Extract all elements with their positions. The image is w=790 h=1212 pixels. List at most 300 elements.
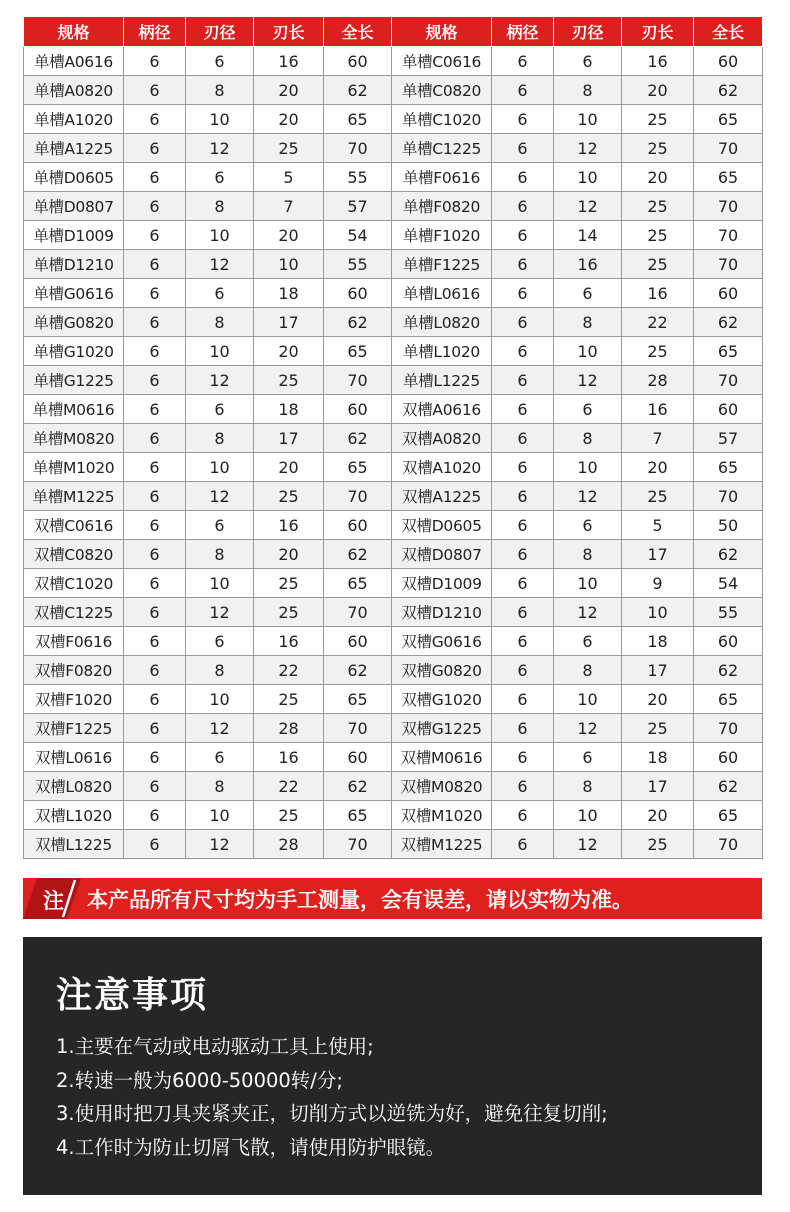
value-cell: 6 bbox=[124, 453, 186, 482]
value-cell: 7 bbox=[622, 424, 694, 453]
value-cell: 16 bbox=[622, 395, 694, 424]
value-cell: 57 bbox=[694, 424, 763, 453]
value-cell: 70 bbox=[694, 830, 763, 859]
value-cell: 6 bbox=[186, 743, 254, 772]
value-cell: 62 bbox=[694, 76, 763, 105]
value-cell: 12 bbox=[554, 714, 622, 743]
model-cell: 单槽M0616 bbox=[24, 395, 124, 424]
model-cell: 双槽A0820 bbox=[392, 424, 492, 453]
value-cell: 70 bbox=[694, 366, 763, 395]
value-cell: 6 bbox=[554, 47, 622, 76]
model-cell: 双槽G1020 bbox=[392, 685, 492, 714]
value-cell: 65 bbox=[324, 453, 392, 482]
table-row bbox=[24, 76, 763, 105]
value-cell: 6 bbox=[124, 830, 186, 859]
value-cell: 6 bbox=[492, 424, 554, 453]
value-cell: 60 bbox=[694, 627, 763, 656]
value-cell: 54 bbox=[694, 569, 763, 598]
value-cell: 6 bbox=[554, 395, 622, 424]
table-row bbox=[24, 163, 763, 192]
table-row bbox=[24, 134, 763, 163]
value-cell: 25 bbox=[622, 830, 694, 859]
value-cell: 10 bbox=[554, 337, 622, 366]
value-cell: 65 bbox=[694, 453, 763, 482]
value-cell: 10 bbox=[254, 250, 324, 279]
value-cell: 10 bbox=[186, 685, 254, 714]
value-cell: 60 bbox=[324, 627, 392, 656]
value-cell: 10 bbox=[186, 569, 254, 598]
column-header: 柄径 bbox=[492, 17, 554, 47]
value-cell: 8 bbox=[186, 192, 254, 221]
value-cell: 10 bbox=[554, 453, 622, 482]
value-cell: 25 bbox=[622, 105, 694, 134]
value-cell: 12 bbox=[186, 366, 254, 395]
value-cell: 25 bbox=[254, 482, 324, 511]
value-cell: 6 bbox=[124, 482, 186, 511]
value-cell: 8 bbox=[186, 424, 254, 453]
model-cell: 单槽D0605 bbox=[24, 163, 124, 192]
value-cell: 57 bbox=[324, 192, 392, 221]
value-cell: 6 bbox=[492, 772, 554, 801]
value-cell: 55 bbox=[324, 250, 392, 279]
value-cell: 25 bbox=[622, 714, 694, 743]
value-cell: 6 bbox=[124, 772, 186, 801]
value-cell: 8 bbox=[186, 540, 254, 569]
value-cell: 6 bbox=[492, 627, 554, 656]
table-row bbox=[24, 395, 763, 424]
notice-item: 2.转速一般为6000-50000转/分; bbox=[56, 1068, 343, 1092]
value-cell: 6 bbox=[492, 221, 554, 250]
notice-title: 注意事项 bbox=[56, 975, 209, 1016]
table-row bbox=[24, 627, 763, 656]
value-cell: 17 bbox=[254, 308, 324, 337]
value-cell: 6 bbox=[492, 714, 554, 743]
value-cell: 6 bbox=[124, 685, 186, 714]
value-cell: 18 bbox=[254, 279, 324, 308]
value-cell: 6 bbox=[492, 134, 554, 163]
value-cell: 12 bbox=[554, 192, 622, 221]
model-cell: 双槽C0616 bbox=[24, 511, 124, 540]
value-cell: 6 bbox=[124, 424, 186, 453]
notice-list bbox=[56, 1030, 608, 1164]
value-cell: 6 bbox=[124, 743, 186, 772]
value-cell: 6 bbox=[492, 482, 554, 511]
value-cell: 12 bbox=[186, 714, 254, 743]
column-header: 规格 bbox=[24, 17, 124, 47]
value-cell: 62 bbox=[694, 308, 763, 337]
value-cell: 28 bbox=[622, 366, 694, 395]
value-cell: 18 bbox=[622, 627, 694, 656]
table-row bbox=[24, 424, 763, 453]
value-cell: 6 bbox=[186, 511, 254, 540]
model-cell: 单槽L1225 bbox=[392, 366, 492, 395]
value-cell: 12 bbox=[186, 482, 254, 511]
table-row bbox=[24, 540, 763, 569]
model-cell: 单槽G1225 bbox=[24, 366, 124, 395]
value-cell: 65 bbox=[694, 105, 763, 134]
value-cell: 25 bbox=[254, 598, 324, 627]
value-cell: 8 bbox=[186, 772, 254, 801]
value-cell: 16 bbox=[254, 511, 324, 540]
value-cell: 6 bbox=[492, 395, 554, 424]
value-cell: 6 bbox=[124, 656, 186, 685]
model-cell: 单槽F1020 bbox=[392, 221, 492, 250]
model-cell: 双槽D1009 bbox=[392, 569, 492, 598]
value-cell: 20 bbox=[254, 221, 324, 250]
value-cell: 20 bbox=[254, 337, 324, 366]
value-cell: 10 bbox=[554, 801, 622, 830]
value-cell: 5 bbox=[254, 163, 324, 192]
value-cell: 28 bbox=[254, 830, 324, 859]
value-cell: 6 bbox=[124, 76, 186, 105]
model-cell: 双槽M0616 bbox=[392, 743, 492, 772]
value-cell: 6 bbox=[492, 47, 554, 76]
model-cell: 单槽C1020 bbox=[392, 105, 492, 134]
model-cell: 双槽G0820 bbox=[392, 656, 492, 685]
table-row bbox=[24, 308, 763, 337]
value-cell: 60 bbox=[694, 47, 763, 76]
value-cell: 25 bbox=[254, 685, 324, 714]
model-cell: 单槽G0820 bbox=[24, 308, 124, 337]
value-cell: 70 bbox=[324, 134, 392, 163]
value-cell: 6 bbox=[124, 192, 186, 221]
value-cell: 12 bbox=[554, 598, 622, 627]
value-cell: 6 bbox=[124, 250, 186, 279]
model-cell: 单槽G1020 bbox=[24, 337, 124, 366]
value-cell: 25 bbox=[622, 250, 694, 279]
table-row bbox=[24, 685, 763, 714]
value-cell: 6 bbox=[124, 134, 186, 163]
value-cell: 60 bbox=[694, 743, 763, 772]
value-cell: 10 bbox=[186, 337, 254, 366]
model-cell: 双槽D0605 bbox=[392, 511, 492, 540]
value-cell: 10 bbox=[554, 569, 622, 598]
value-cell: 70 bbox=[694, 714, 763, 743]
table-row bbox=[24, 47, 763, 76]
value-cell: 25 bbox=[622, 192, 694, 221]
table-row bbox=[24, 714, 763, 743]
column-header: 刃径 bbox=[554, 17, 622, 47]
value-cell: 20 bbox=[254, 105, 324, 134]
value-cell: 12 bbox=[554, 366, 622, 395]
value-cell: 65 bbox=[324, 685, 392, 714]
value-cell: 6 bbox=[124, 221, 186, 250]
model-cell: 单槽C0820 bbox=[392, 76, 492, 105]
value-cell: 10 bbox=[554, 685, 622, 714]
value-cell: 8 bbox=[554, 76, 622, 105]
value-cell: 65 bbox=[324, 569, 392, 598]
table-row bbox=[24, 830, 763, 859]
value-cell: 22 bbox=[254, 772, 324, 801]
value-cell: 6 bbox=[492, 453, 554, 482]
value-cell: 65 bbox=[324, 801, 392, 830]
model-cell: 双槽F1225 bbox=[24, 714, 124, 743]
value-cell: 12 bbox=[554, 134, 622, 163]
value-cell: 6 bbox=[492, 308, 554, 337]
value-cell: 62 bbox=[694, 656, 763, 685]
value-cell: 6 bbox=[554, 743, 622, 772]
value-cell: 65 bbox=[694, 801, 763, 830]
value-cell: 62 bbox=[324, 656, 392, 685]
value-cell: 62 bbox=[324, 76, 392, 105]
value-cell: 6 bbox=[492, 598, 554, 627]
model-cell: 单槽M1225 bbox=[24, 482, 124, 511]
model-cell: 单槽G0616 bbox=[24, 279, 124, 308]
value-cell: 7 bbox=[254, 192, 324, 221]
value-cell: 10 bbox=[622, 598, 694, 627]
value-cell: 8 bbox=[554, 656, 622, 685]
column-header: 刃径 bbox=[186, 17, 254, 47]
value-cell: 6 bbox=[492, 76, 554, 105]
value-cell: 60 bbox=[694, 279, 763, 308]
value-cell: 12 bbox=[554, 830, 622, 859]
value-cell: 6 bbox=[492, 192, 554, 221]
model-cell: 单槽D0807 bbox=[24, 192, 124, 221]
table-row bbox=[24, 221, 763, 250]
value-cell: 8 bbox=[186, 76, 254, 105]
disclaimer-text: 本产品所有尺寸均为手工测量，会有误差，请以实物为准。 bbox=[87, 887, 633, 912]
value-cell: 17 bbox=[254, 424, 324, 453]
value-cell: 70 bbox=[694, 250, 763, 279]
value-cell: 20 bbox=[254, 453, 324, 482]
note-badge-label: 注 bbox=[43, 889, 64, 913]
value-cell: 6 bbox=[492, 656, 554, 685]
value-cell: 12 bbox=[186, 830, 254, 859]
value-cell: 65 bbox=[694, 685, 763, 714]
value-cell: 60 bbox=[324, 47, 392, 76]
value-cell: 6 bbox=[492, 337, 554, 366]
table-row bbox=[24, 482, 763, 511]
column-header: 刃长 bbox=[254, 17, 324, 47]
spec-table bbox=[23, 16, 763, 859]
table-body bbox=[24, 47, 763, 859]
value-cell: 22 bbox=[622, 308, 694, 337]
value-cell: 25 bbox=[254, 801, 324, 830]
value-cell: 6 bbox=[554, 279, 622, 308]
value-cell: 25 bbox=[622, 134, 694, 163]
model-cell: 单槽M1020 bbox=[24, 453, 124, 482]
value-cell: 6 bbox=[492, 743, 554, 772]
value-cell: 70 bbox=[324, 482, 392, 511]
value-cell: 65 bbox=[324, 337, 392, 366]
value-cell: 60 bbox=[694, 395, 763, 424]
value-cell: 6 bbox=[124, 47, 186, 76]
value-cell: 6 bbox=[492, 105, 554, 134]
value-cell: 6 bbox=[124, 627, 186, 656]
value-cell: 6 bbox=[492, 366, 554, 395]
notice-item: 3.使用时把刀具夹紧夹正，切削方式以逆铣为好，避免往复切削; bbox=[56, 1102, 608, 1125]
model-cell: 双槽A1020 bbox=[392, 453, 492, 482]
model-cell: 单槽F0820 bbox=[392, 192, 492, 221]
column-header: 全长 bbox=[324, 17, 392, 47]
table-row bbox=[24, 772, 763, 801]
value-cell: 70 bbox=[324, 598, 392, 627]
value-cell: 16 bbox=[254, 743, 324, 772]
table-row bbox=[24, 366, 763, 395]
model-cell: 单槽D1210 bbox=[24, 250, 124, 279]
notice-panel bbox=[23, 937, 762, 1195]
value-cell: 65 bbox=[694, 337, 763, 366]
value-cell: 20 bbox=[622, 685, 694, 714]
value-cell: 62 bbox=[694, 540, 763, 569]
model-cell: 双槽M0820 bbox=[392, 772, 492, 801]
value-cell: 12 bbox=[186, 134, 254, 163]
value-cell: 9 bbox=[622, 569, 694, 598]
value-cell: 8 bbox=[186, 308, 254, 337]
model-cell: 双槽M1020 bbox=[392, 801, 492, 830]
value-cell: 6 bbox=[124, 163, 186, 192]
model-cell: 双槽A0616 bbox=[392, 395, 492, 424]
column-header: 规格 bbox=[392, 17, 492, 47]
model-cell: 双槽C1225 bbox=[24, 598, 124, 627]
value-cell: 17 bbox=[622, 540, 694, 569]
value-cell: 20 bbox=[622, 801, 694, 830]
value-cell: 70 bbox=[694, 192, 763, 221]
model-cell: 单槽L0820 bbox=[392, 308, 492, 337]
table-header-row bbox=[24, 17, 763, 47]
value-cell: 70 bbox=[324, 714, 392, 743]
model-cell: 单槽A0616 bbox=[24, 47, 124, 76]
model-cell: 双槽C1020 bbox=[24, 569, 124, 598]
value-cell: 25 bbox=[622, 221, 694, 250]
value-cell: 6 bbox=[186, 163, 254, 192]
value-cell: 8 bbox=[554, 424, 622, 453]
table-row bbox=[24, 105, 763, 134]
value-cell: 25 bbox=[254, 134, 324, 163]
value-cell: 6 bbox=[124, 540, 186, 569]
notice-item: 1.主要在气动或电动驱动工具上使用; bbox=[56, 1035, 374, 1058]
table-row bbox=[24, 279, 763, 308]
column-header: 刃长 bbox=[622, 17, 694, 47]
value-cell: 62 bbox=[324, 540, 392, 569]
value-cell: 10 bbox=[554, 163, 622, 192]
value-cell: 54 bbox=[324, 221, 392, 250]
value-cell: 6 bbox=[492, 250, 554, 279]
note-badge bbox=[23, 878, 81, 919]
value-cell: 20 bbox=[622, 76, 694, 105]
value-cell: 28 bbox=[254, 714, 324, 743]
value-cell: 6 bbox=[124, 714, 186, 743]
value-cell: 65 bbox=[694, 163, 763, 192]
value-cell: 62 bbox=[324, 772, 392, 801]
value-cell: 25 bbox=[622, 482, 694, 511]
value-cell: 70 bbox=[694, 134, 763, 163]
table-row bbox=[24, 511, 763, 540]
value-cell: 16 bbox=[254, 627, 324, 656]
table-row bbox=[24, 656, 763, 685]
value-cell: 6 bbox=[124, 279, 186, 308]
model-cell: 单槽L0616 bbox=[392, 279, 492, 308]
table-row bbox=[24, 801, 763, 830]
value-cell: 6 bbox=[492, 163, 554, 192]
value-cell: 6 bbox=[186, 395, 254, 424]
value-cell: 6 bbox=[124, 366, 186, 395]
value-cell: 70 bbox=[694, 221, 763, 250]
table-row bbox=[24, 569, 763, 598]
table-row bbox=[24, 250, 763, 279]
model-cell: 双槽L0616 bbox=[24, 743, 124, 772]
value-cell: 6 bbox=[492, 540, 554, 569]
model-cell: 双槽C0820 bbox=[24, 540, 124, 569]
value-cell: 12 bbox=[554, 482, 622, 511]
value-cell: 10 bbox=[186, 105, 254, 134]
value-cell: 6 bbox=[124, 337, 186, 366]
value-cell: 18 bbox=[254, 395, 324, 424]
value-cell: 6 bbox=[124, 308, 186, 337]
value-cell: 18 bbox=[622, 743, 694, 772]
model-cell: 双槽F1020 bbox=[24, 685, 124, 714]
value-cell: 20 bbox=[254, 76, 324, 105]
value-cell: 6 bbox=[124, 801, 186, 830]
value-cell: 20 bbox=[254, 540, 324, 569]
model-cell: 单槽A1225 bbox=[24, 134, 124, 163]
value-cell: 8 bbox=[554, 540, 622, 569]
model-cell: 双槽A1225 bbox=[392, 482, 492, 511]
value-cell: 10 bbox=[186, 801, 254, 830]
model-cell: 双槽M1225 bbox=[392, 830, 492, 859]
value-cell: 17 bbox=[622, 656, 694, 685]
model-cell: 双槽G0616 bbox=[392, 627, 492, 656]
value-cell: 6 bbox=[492, 569, 554, 598]
model-cell: 单槽A1020 bbox=[24, 105, 124, 134]
model-cell: 单槽D1009 bbox=[24, 221, 124, 250]
model-cell: 双槽F0616 bbox=[24, 627, 124, 656]
value-cell: 60 bbox=[324, 279, 392, 308]
model-cell: 双槽L1020 bbox=[24, 801, 124, 830]
value-cell: 8 bbox=[554, 772, 622, 801]
value-cell: 55 bbox=[694, 598, 763, 627]
model-cell: 双槽L0820 bbox=[24, 772, 124, 801]
value-cell: 25 bbox=[622, 337, 694, 366]
value-cell: 70 bbox=[324, 830, 392, 859]
value-cell: 25 bbox=[254, 569, 324, 598]
value-cell: 17 bbox=[622, 772, 694, 801]
value-cell: 6 bbox=[124, 598, 186, 627]
value-cell: 6 bbox=[124, 105, 186, 134]
value-cell: 70 bbox=[694, 482, 763, 511]
value-cell: 6 bbox=[492, 830, 554, 859]
model-cell: 单槽M0820 bbox=[24, 424, 124, 453]
value-cell: 8 bbox=[186, 656, 254, 685]
model-cell: 双槽D1210 bbox=[392, 598, 492, 627]
value-cell: 6 bbox=[186, 627, 254, 656]
value-cell: 50 bbox=[694, 511, 763, 540]
value-cell: 6 bbox=[124, 395, 186, 424]
value-cell: 5 bbox=[622, 511, 694, 540]
value-cell: 16 bbox=[254, 47, 324, 76]
column-header: 全长 bbox=[694, 17, 763, 47]
model-cell: 单槽C1225 bbox=[392, 134, 492, 163]
model-cell: 单槽F1225 bbox=[392, 250, 492, 279]
value-cell: 6 bbox=[554, 627, 622, 656]
value-cell: 6 bbox=[492, 511, 554, 540]
disclaimer-bar bbox=[23, 878, 762, 919]
value-cell: 55 bbox=[324, 163, 392, 192]
value-cell: 60 bbox=[324, 395, 392, 424]
table-row bbox=[24, 598, 763, 627]
notice-item: 4.工作时为防止切屑飞散，请使用防护眼镜。 bbox=[56, 1135, 446, 1159]
model-cell: 双槽L1225 bbox=[24, 830, 124, 859]
table-row bbox=[24, 743, 763, 772]
table-row bbox=[24, 453, 763, 482]
value-cell: 10 bbox=[554, 105, 622, 134]
value-cell: 16 bbox=[622, 47, 694, 76]
value-cell: 62 bbox=[324, 308, 392, 337]
value-cell: 22 bbox=[254, 656, 324, 685]
model-cell: 单槽A0820 bbox=[24, 76, 124, 105]
table-row bbox=[24, 337, 763, 366]
value-cell: 8 bbox=[554, 308, 622, 337]
